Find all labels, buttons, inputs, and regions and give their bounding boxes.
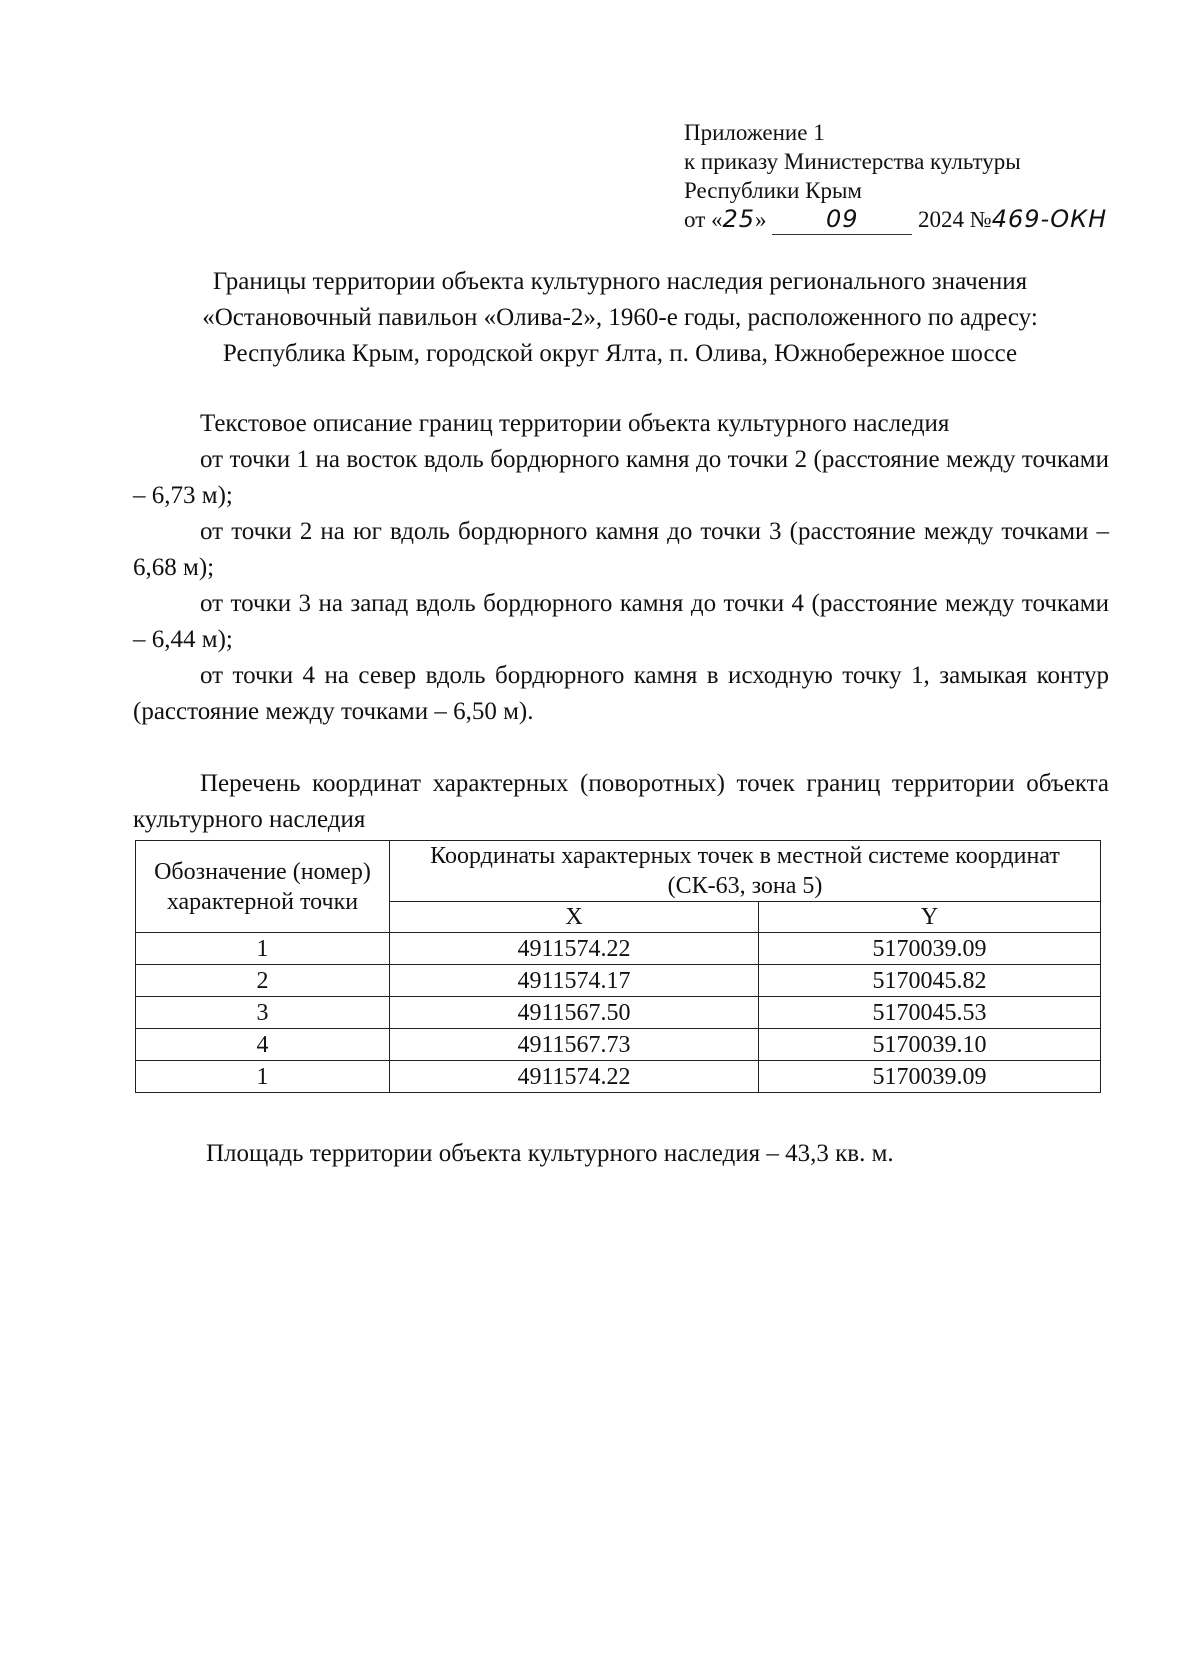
order-number: 469-ОКН <box>991 205 1108 233</box>
table-row <box>136 1061 1101 1093</box>
appendix-date-line <box>684 205 1108 235</box>
coordinates-heading: Перечень координат характерных (поворотных) точек границ территории объекта культурного наследия <box>133 770 1109 833</box>
y-coordinate: 5170039.09 <box>759 1061 1101 1093</box>
description-segment: от точки 2 на юг вдоль бордюрного камня до точки 3 (расстояние между точками – 6,68 м); <box>133 518 1109 581</box>
point-number: 1 <box>136 933 390 965</box>
appendix-line-1: Приложение 1 <box>684 120 825 145</box>
table-row <box>136 965 1101 997</box>
y-coordinate: 5170039.09 <box>759 933 1101 965</box>
description-segment: от точки 3 на запад вдоль бордюрного камня до точки 4 (расстояние между точками – 6,44 м); <box>133 590 1109 653</box>
coordinates-group-header: Координаты характерных точек в местной системе координат (СК-63, зона 5) <box>390 841 1101 902</box>
date-prefix: от « <box>684 207 723 232</box>
y-coordinate: 5170045.82 <box>759 965 1101 997</box>
description-heading: Текстовое описание границ территории объекта культурного наследия <box>200 410 950 437</box>
table-row <box>136 933 1101 965</box>
x-coordinate: 4911567.73 <box>390 1029 759 1061</box>
title-line-2: «Остановочный павильон «Олива-2», 1960-е годы, расположенного по адресу: <box>202 304 1038 331</box>
point-number: 3 <box>136 997 390 1029</box>
coordinates-table <box>135 840 1101 1093</box>
appendix-line-3: Республики Крым <box>684 178 862 203</box>
date-day: 25 <box>722 205 756 233</box>
point-number: 4 <box>136 1029 390 1061</box>
date-year: 2024 № <box>918 207 992 232</box>
appendix-line-2: к приказу Министерства культуры <box>684 149 1021 174</box>
document-title <box>140 264 1100 372</box>
date-day-close: » <box>755 207 767 232</box>
x-coordinate: 4911567.50 <box>390 997 759 1029</box>
appendix-block <box>684 118 1108 235</box>
x-coordinate: 4911574.17 <box>390 965 759 997</box>
x-column-header: X <box>390 902 759 933</box>
description-segment: от точки 4 на север вдоль бордюрного камня в исходную точку 1, замыкая контур (расстояние между точками – 6,50 м). <box>133 662 1109 725</box>
date-month: 09 <box>772 205 912 235</box>
y-coordinate: 5170039.10 <box>759 1029 1101 1061</box>
point-number-header: Обозначение (номер) характерной точки <box>136 841 390 933</box>
point-number: 1 <box>136 1061 390 1093</box>
point-number: 2 <box>136 965 390 997</box>
description-segment: от точки 1 на восток вдоль бордюрного камня до точки 2 (расстояние между точками – 6,73 м); <box>133 446 1109 509</box>
table-row <box>136 1029 1101 1061</box>
title-line-3: Республика Крым, городской округ Ялта, п. Олива, Южнобережное шоссе <box>222 340 1018 367</box>
y-column-header: Y <box>759 902 1101 933</box>
y-coordinate: 5170045.53 <box>759 997 1101 1029</box>
boundary-description <box>133 406 1109 730</box>
territory-area: Площадь территории объекта культурного наследия – 43,3 кв. м. <box>206 1140 894 1167</box>
x-coordinate: 4911574.22 <box>390 933 759 965</box>
title-line-1: Границы территории объекта культурного наследия регионального значения <box>212 268 1028 295</box>
table-row <box>136 997 1101 1029</box>
x-coordinate: 4911574.22 <box>390 1061 759 1093</box>
